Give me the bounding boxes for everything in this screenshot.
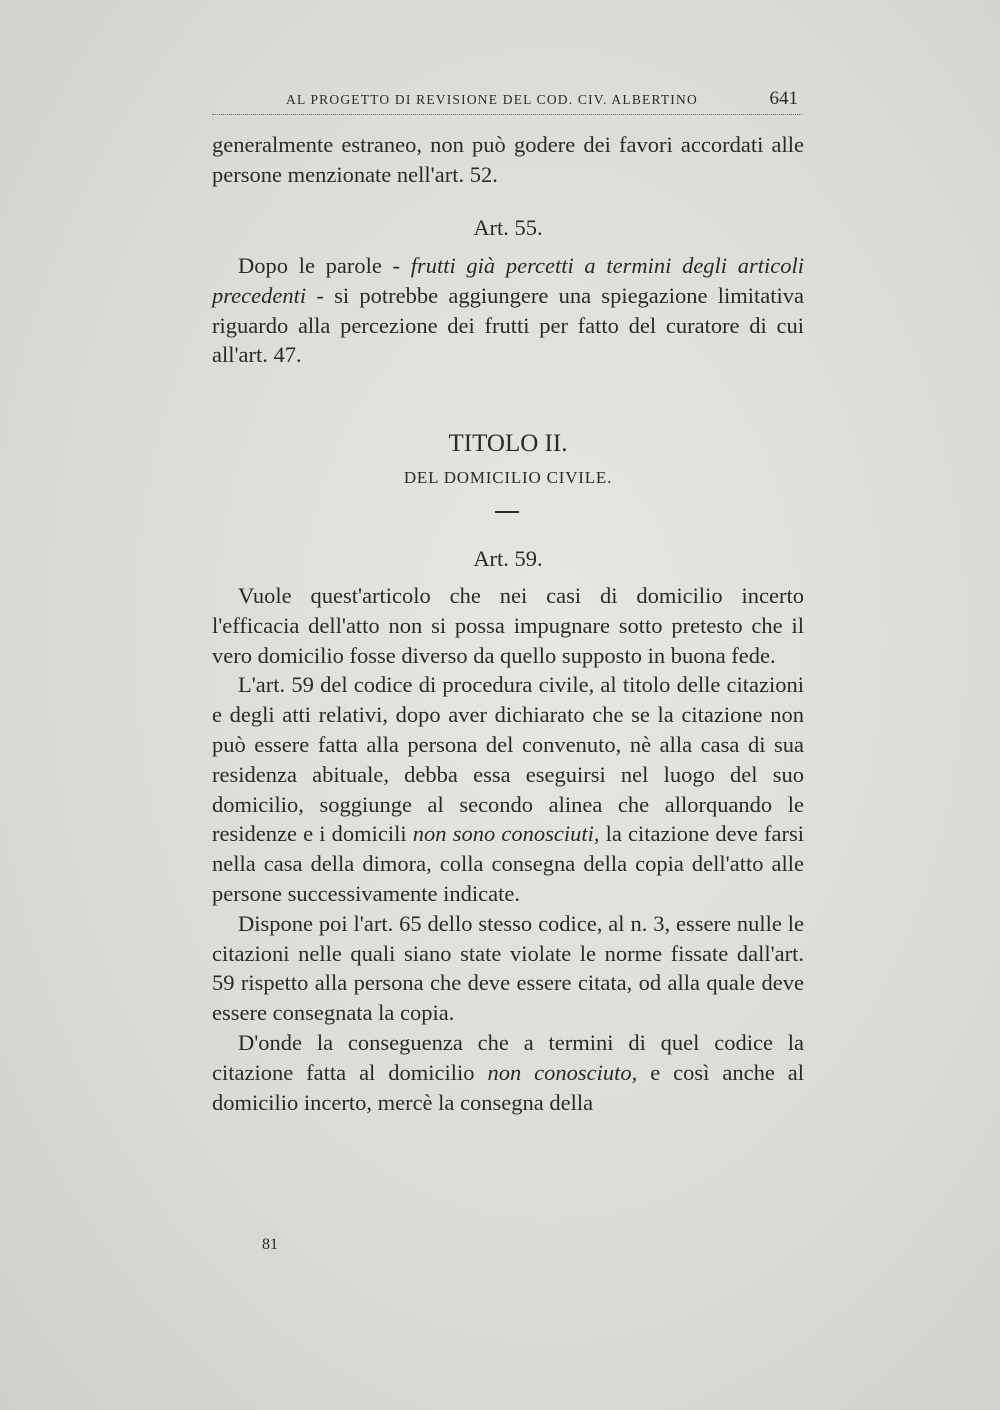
section-title: TITOLO II. — [448, 430, 568, 457]
art-59-p2-post: la citazione deve farsi nella casa della dimora, colla consegna della copia dell'atto alle persone successivamente indicate. — [212, 821, 804, 906]
art-55-paragraph — [212, 251, 804, 370]
art-55-pre: Dopo le parole - — [238, 253, 411, 278]
art-59-paragraph-3: Dispone poi l'art. 65 dello stesso codice, al n. 3, essere nulle le citazioni nelle quali siano state violate le norme fissate dall'art. 59 rispetto alla persona che deve essere citata, od alla quale deve essere consegnata la copia. — [212, 910, 804, 1026]
art-55-post: - si potrebbe aggiungere una spiegazione limitativa riguardo alla percezione dei frutti per fatto del curatore di cui all'art. 47. — [212, 282, 804, 368]
intro-paragraph — [212, 130, 804, 190]
printer-signature: 81 — [262, 1236, 278, 1253]
intro-text: generalmente estraneo, non può godere dei favori accordati alle persone menzionate nell'art. 52. — [212, 132, 804, 187]
running-header — [212, 88, 802, 115]
art-59-paragraph-1: Vuole quest'articolo che nei casi di domicilio incerto l'efficacia dell'atto non si possa impugnare sotto pretesto che il vero domicilio fosse diverso da quello supposto in buona fede. — [212, 583, 804, 668]
art-59-p4-post: e così anche al domicilio incerto, mercè la consegna della — [212, 1059, 804, 1115]
art-59-paragraph-2 — [212, 670, 804, 908]
art-59-p4-pre: D'onde la conseguenza che a termini di quel codice la citazione fatta al domicilio — [212, 1029, 804, 1085]
art-55-text — [212, 251, 804, 370]
art-59-paragraph-4 — [212, 1028, 804, 1117]
art-59-heading: Art. 59. — [473, 546, 543, 571]
art-59-p2-italic: non sono conosciuti, — [412, 821, 600, 847]
art-59-p4-italic: non conosciuto, — [487, 1059, 638, 1085]
art-55-heading: Art. 55. — [473, 215, 543, 240]
section-rule — [495, 511, 519, 513]
art-59-p2-pre: L'art. 59 del codice di procedura civile, al titolo delle citazioni e degli atti relativi, dopo aver dichiarato che se la citazione non può essere fatta alla persona del convenuto, nè alla casa di sua residenza abituale, debba essa eseguirsi nel luogo del suo domicilio, soggiunge al secondo alinea che allorquando le residenze e i domicili — [212, 672, 804, 847]
page-number: 641 — [769, 88, 798, 109]
running-title: AL PROGETTO DI REVISIONE DEL COD. CIV. ALBERTINO — [286, 92, 698, 107]
art-59-body — [212, 581, 804, 1117]
art-55-quote: frutti già percetti a termini degli articoli precedenti — [212, 253, 804, 308]
section-subtitle: DEL DOMICILIO CIVILE. — [403, 468, 613, 487]
